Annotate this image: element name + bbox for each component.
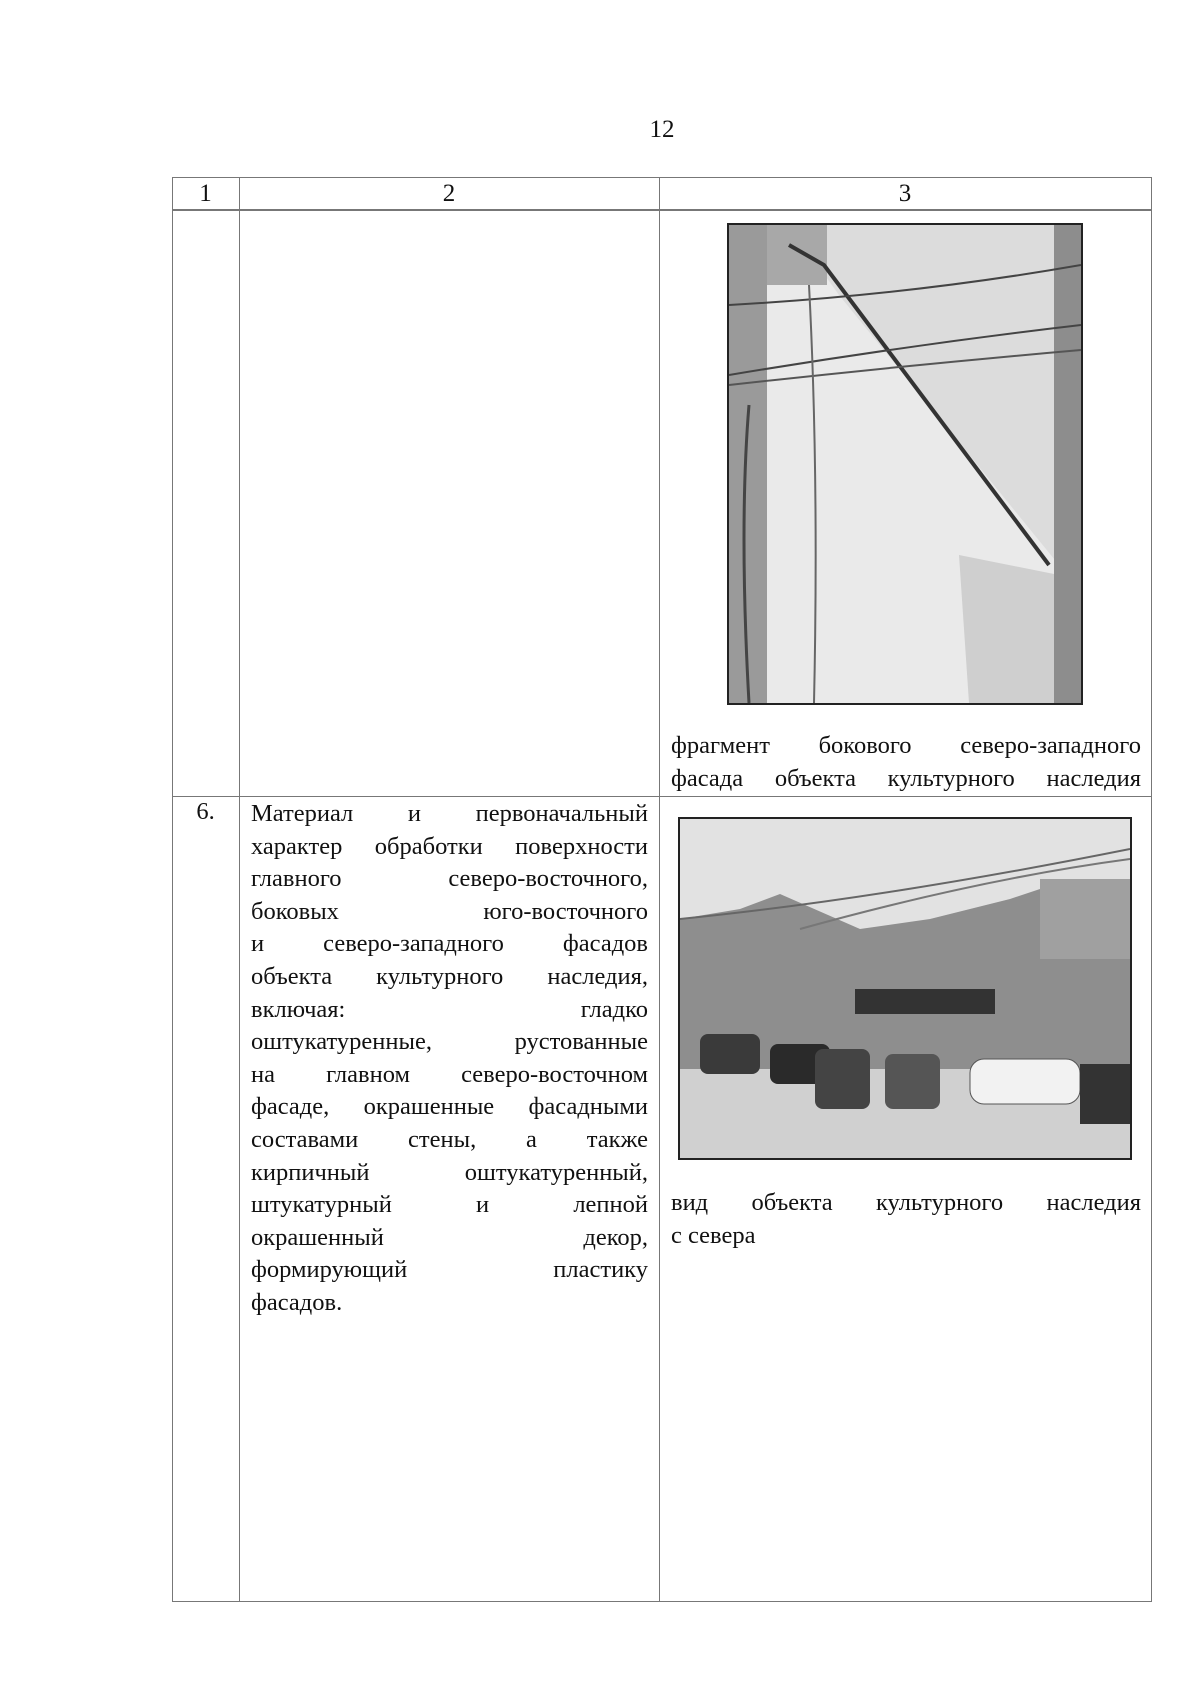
description-line-text: фасаде, окрашенные фасадными <box>251 1093 648 1121</box>
description-line <box>251 1189 648 1222</box>
description-line-text: Материал и первоначальный <box>251 800 648 827</box>
description-line-text: главного северо-восточного, <box>251 865 648 893</box>
caption-facade-fragment <box>671 730 1141 795</box>
header-col-3: 3 <box>898 180 912 207</box>
row-divider <box>172 796 1152 797</box>
header-col-2: 2 <box>442 180 456 207</box>
page-number: 12 <box>649 116 675 143</box>
description-line <box>251 896 648 929</box>
table-border-right <box>1151 177 1152 1602</box>
description-line <box>251 1059 648 1092</box>
column-divider-1 <box>239 177 240 1602</box>
caption-line: вид объекта культурного наследия <box>671 1189 1141 1216</box>
table-border-bottom <box>172 1601 1152 1602</box>
description-line <box>251 928 648 961</box>
photo-street-view <box>678 817 1132 1160</box>
description-line-text: формирующий пластику <box>251 1256 648 1284</box>
description-line <box>251 994 648 1027</box>
description-line <box>251 1157 648 1190</box>
caption-line: фрагмент бокового северо-западного <box>671 732 1141 759</box>
caption-line: фасада объекта культурного наследия <box>671 764 1141 792</box>
description-line <box>251 1124 648 1157</box>
description-line <box>251 798 648 831</box>
photo-facade-fragment <box>727 223 1083 705</box>
description-line-text: кирпичный оштукатуренный, <box>251 1158 648 1186</box>
description-line-text: составами стены, а также <box>251 1125 648 1153</box>
description-line-text: включая: гладко <box>251 995 648 1023</box>
description-line-text: боковых юго-восточного <box>251 897 648 925</box>
description-line-text: и северо-западного фасадов <box>251 930 648 958</box>
description-line <box>251 1222 648 1255</box>
caption-street-view <box>671 1187 1141 1252</box>
table-border-left <box>172 177 173 1602</box>
description-line-text: на главном северо-восточном <box>251 1060 648 1088</box>
header-divider <box>172 209 1152 211</box>
column-divider-2 <box>659 177 660 1602</box>
description-line <box>251 1254 648 1287</box>
description-line <box>251 863 648 896</box>
description-line-text: объекта культурного наследия, <box>251 962 648 990</box>
description-line-text: штукатурный и лепной <box>251 1191 648 1219</box>
description-line <box>251 961 648 994</box>
header-col-1: 1 <box>199 180 212 207</box>
caption-line: с севера <box>671 1221 756 1249</box>
row-number: 6. <box>196 798 215 825</box>
row-description <box>251 798 648 1320</box>
description-line <box>251 831 648 864</box>
table-border-top <box>172 177 1152 178</box>
description-line <box>251 1026 648 1059</box>
description-line-text: характер обработки поверхности <box>251 832 648 860</box>
description-line-text: оштукатуренные, рустованные <box>251 1028 648 1056</box>
description-line <box>251 1287 648 1320</box>
description-line <box>251 1091 648 1124</box>
description-line-text: фасадов. <box>251 1288 343 1316</box>
description-line-text: окрашенный декор, <box>251 1223 648 1251</box>
